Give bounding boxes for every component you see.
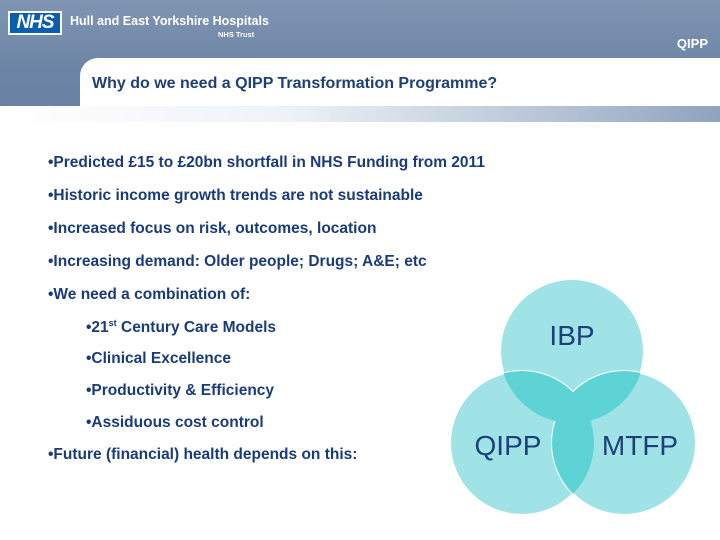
bullet-future-health: •Future (financial) health depends on this:: [48, 446, 358, 463]
venn-label-qipp: QIPP: [474, 430, 542, 461]
bullet-focus: •Increased focus on risk, outcomes, location: [48, 220, 377, 237]
bullet-funding-shortfall: •Predicted £15 to £20bn shortfall in NHS Funding from 2011: [48, 154, 485, 171]
slide-title: Why do we need a QIPP Transformation Programme?: [92, 75, 498, 92]
corner-label: QIPP: [676, 36, 708, 51]
bullet-demand: •Increasing demand: Older people; Drugs; A&E; etc: [48, 253, 427, 270]
org-subtitle: NHS Trust: [218, 30, 255, 39]
venn-label-mtfp: MTFP: [601, 430, 679, 461]
sub-bullet-care-models-rest: Century Care Models: [116, 319, 277, 337]
nhs-logo: NHS: [8, 11, 62, 35]
sub-bullet-clinical-excellence: •Clinical Excellence: [86, 350, 232, 367]
venn-label-ibp: IBP: [549, 320, 595, 351]
org-name: Hull and East Yorkshire Hospitals: [70, 14, 269, 28]
sub-bullet-care-models: [86, 318, 276, 337]
sub-bullet-care-models-prefix: •21: [86, 319, 109, 337]
sub-bullet-productivity: •Productivity & Efficiency: [86, 382, 275, 399]
sub-bullet-cost-control: •Assiduous cost control: [86, 414, 264, 431]
bullet-income-growth: •Historic income growth trends are not sustainable: [48, 187, 423, 204]
ordinal-suffix: st: [108, 318, 117, 328]
venn-diagram: [440, 275, 710, 525]
header-divider-strip: [0, 106, 720, 122]
bullet-combination: •We need a combination of:: [48, 286, 251, 303]
